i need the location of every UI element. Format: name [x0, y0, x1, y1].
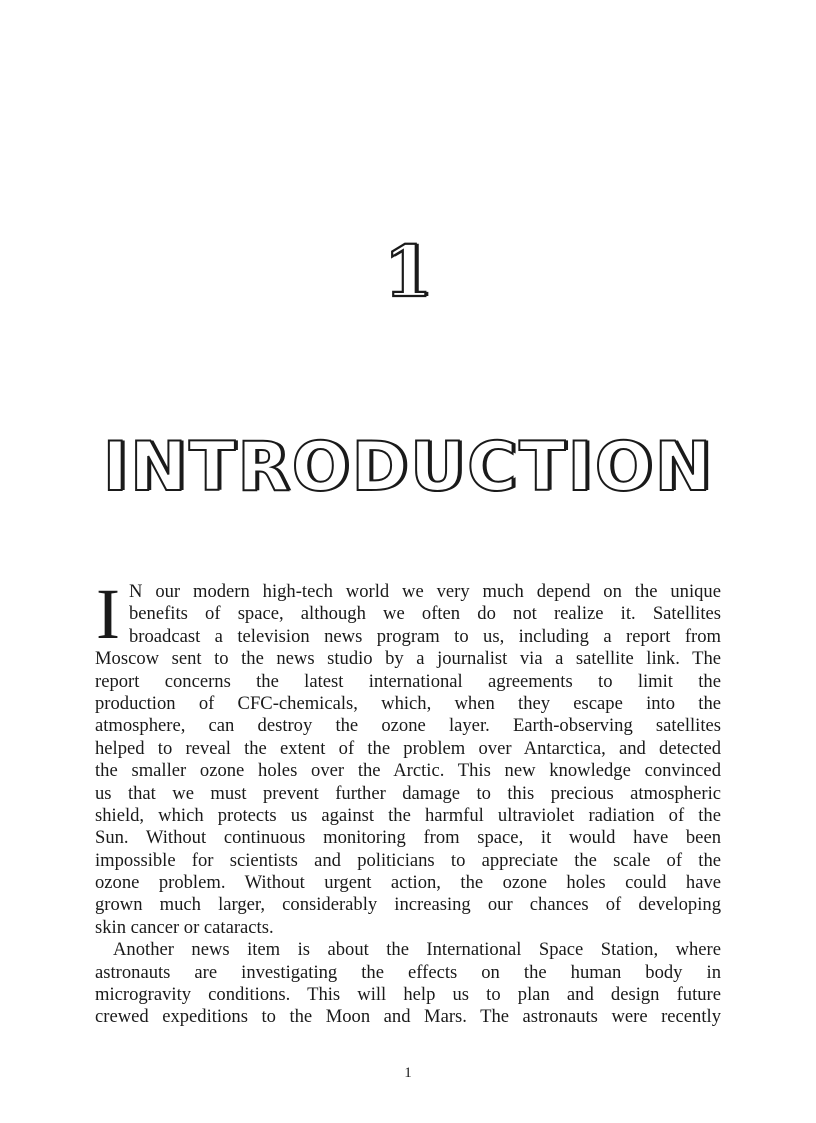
body-line: the smaller ozone holes over the Arctic. This new knowledge convinced — [95, 760, 721, 782]
body-line: broadcast a television news program to us, including a report from — [129, 625, 721, 647]
body-line: production of CFC-chemicals, which, when they escape into the — [95, 692, 721, 714]
drop-cap: I — [96, 574, 120, 654]
body-line: astronauts are investigating the effects on the human body in — [95, 961, 721, 983]
body-line: Moscow sent to the news studio by a journalist via a satellite link. The — [95, 648, 721, 670]
body-line: grown much larger, considerably increasing our chances of developing — [95, 894, 721, 916]
body-line: report concerns the latest international agreements to limit the — [95, 670, 721, 692]
body-line: impossible for scientists and politicians to appreciate the scale of the — [95, 849, 721, 871]
body-line: atmosphere, can destroy the ozone layer. Earth-observing satellites — [95, 715, 721, 737]
chapter-title: INTRODUCTION — [102, 428, 714, 507]
body-line: Another news item is about the International Space Station, where — [113, 939, 721, 961]
body-line: ozone problem. Without urgent action, the ozone holes could have — [95, 872, 721, 894]
body-line: Sun. Without continuous monitoring from space, it would have been — [95, 827, 721, 849]
body-line: helped to reveal the extent of the problem over Antarctica, and detected — [95, 737, 721, 759]
body-line: us that we must prevent further damage to this precious atmospheric — [95, 782, 721, 804]
body-line: microgravity conditions. This will help us to plan and design future — [95, 984, 721, 1006]
body-line: benefits of space, although we often do not realize it. Satellites — [129, 603, 721, 625]
body-line: shield, which protects us against the harmful ultraviolet radiation of the — [95, 804, 721, 826]
chapter-number: 1 — [383, 230, 433, 313]
body-line: skin cancer or cataracts. — [95, 916, 274, 938]
body-line: crewed expeditions to the Moon and Mars. The astronauts were recently — [95, 1006, 721, 1028]
page-number: 1 — [404, 1065, 412, 1081]
body-text — [95, 574, 721, 1029]
body-line: N our modern high-tech world we very much depend on the unique — [129, 581, 721, 602]
